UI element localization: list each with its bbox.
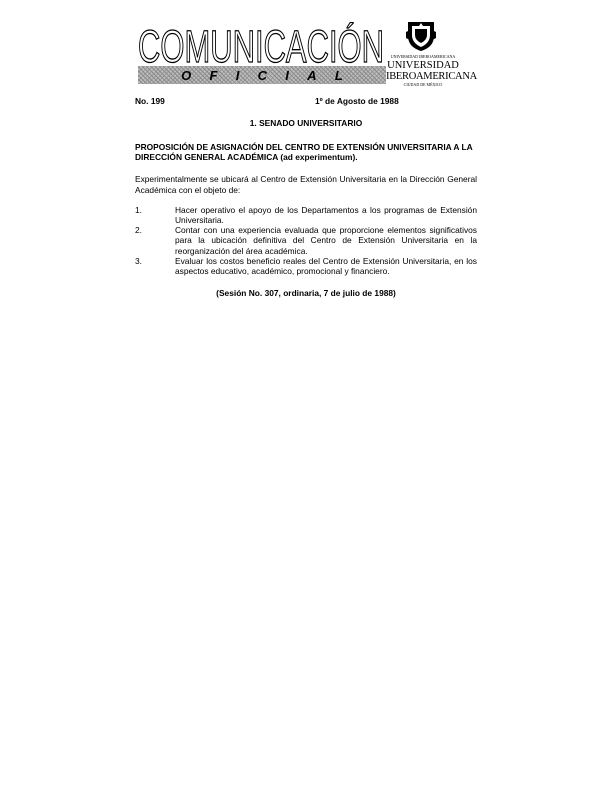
proposal-title: PROPOSICIÓN DE ASIGNACIÓN DEL CENTRO DE EXTENSIÓN UNIVERSITARIA A LA DIRECCIÓN GENERAL ACADÉMICA (ad experimentum). <box>135 142 473 163</box>
university-name-line1: UNIVERSIDAD <box>387 60 459 71</box>
issue-date: 1º de Agosto de 1988 <box>315 96 399 106</box>
oficial-letter: F <box>209 67 218 83</box>
university-crest-icon <box>404 20 438 52</box>
session-note: (Sesión No. 307, ordinaria, 7 de julio de 1988) <box>216 288 396 299</box>
issue-header <box>135 96 477 108</box>
oficial-letter: A <box>307 67 317 83</box>
list-item <box>135 256 477 276</box>
university-city: CIUDAD DE MÉXICO <box>403 82 443 87</box>
oficial-letter: C <box>257 67 268 83</box>
issue-number: No. 199 <box>135 96 165 106</box>
oficial-letter: O <box>181 67 192 83</box>
objective-list <box>135 205 477 276</box>
list-item-number: 2. <box>135 225 142 236</box>
oficial-banner <box>138 66 386 84</box>
intro-paragraph: Experimentalmente se ubicará al Centro de Extensión Universitaria en la Dirección General Académica con el objeto de: <box>135 174 477 195</box>
university-small-name: UNIVERSIDAD IBEROAMERICANA <box>390 54 456 59</box>
document-body <box>135 96 477 298</box>
list-item <box>135 225 477 256</box>
list-item-number: 1. <box>135 204 142 215</box>
masthead-title <box>136 22 388 66</box>
masthead <box>134 20 477 88</box>
oficial-letter: I <box>235 67 240 83</box>
oficial-letter: L <box>334 67 343 83</box>
masthead-title-text: COMUNICACIÓN <box>138 22 384 66</box>
list-item-text: Evaluar los costos beneficio reales del Centro de Extensión Universitaria, en los aspectos educativo, académico, promocional y financiero. <box>175 255 477 277</box>
university-name-line2: IBEROAMERICANA <box>386 71 477 82</box>
oficial-letters <box>138 66 386 84</box>
list-item-text: Contar con una experiencia evaluada que proporcione elementos significativos para la ubicación definitiva del Centro de Extensión Universitaria en la reorganización del área académica. <box>175 225 477 256</box>
list-item-number: 3. <box>135 255 142 266</box>
list-item-text: Hacer operativo el apoyo de los Departamentos a los programas de Extensión Universitaria. <box>175 204 477 226</box>
list-item <box>135 205 477 225</box>
oficial-letter: I <box>285 67 289 83</box>
university-logo <box>386 20 477 88</box>
section-title: 1. SENADO UNIVERSITARIO <box>249 118 363 128</box>
